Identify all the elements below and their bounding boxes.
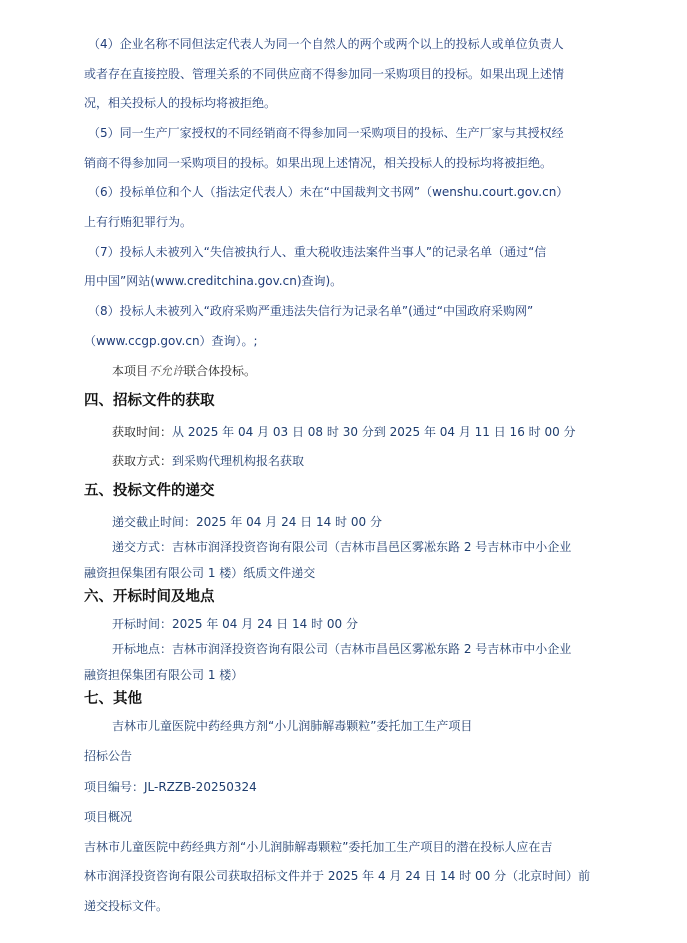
clause-5-line-2: 销商不得参加同一采购项目的投标。如果出现上述情况，相关投标人的投标均将被拒绝。 — [84, 156, 553, 170]
notice-title: 招标公告 — [84, 749, 133, 763]
clause-4-line-2: 或者存在直接控股、管理关系的不同供应商不得参加同一采购项目的投标。如果出现上述情 — [84, 67, 565, 81]
overview-title: 项目概况 — [84, 810, 133, 824]
section-6-heading: 六、开标时间及地点 — [84, 589, 215, 605]
clause-8-line-1: （8）投标人未被列入“政府采购严重违法失信行为记录名单”(通过“中国政府采购网” — [88, 304, 534, 318]
clause-4-line-3: 况，相关投标人的投标均将被拒绝。 — [84, 96, 277, 110]
submit-method-line-1: 递交方式：吉林市润泽投资咨询有限公司（吉林市昌邑区雾凇东路 2 号吉林市中小企业 — [112, 540, 572, 554]
submit-method-line-2: 融资担保集团有限公司 1 楼）纸质文件递交 — [84, 566, 316, 580]
clause-7-line-2: 用中国”网站(www.creditchina.gov.cn)查询)。 — [84, 274, 343, 288]
acquire-method-value: 到采购代理机构报名获取 — [172, 454, 305, 468]
clause-8-line-2: （www.ccgp.gov.cn）查询）。; — [84, 334, 258, 348]
submit-deadline: 递交截止时间：2025 年 04 月 24 日 14 时 00 分 — [112, 515, 382, 529]
section-5-heading: 五、投标文件的递交 — [84, 483, 215, 499]
project-number: 项目编号：JL-RZZB-20250324 — [84, 780, 257, 794]
acquire-method-line — [112, 453, 304, 469]
overview-body-line-3: 递交投标文件。 — [84, 899, 169, 913]
clause-4-line-1: （4）企业名称不同但法定代表人为同一个自然人的两个或两个以上的投标人或单位负责人 — [88, 37, 564, 51]
section-4-heading: 四、招标文件的获取 — [84, 393, 215, 409]
acquire-time-line — [112, 424, 576, 440]
consortium-prefix: 本项目 — [112, 364, 149, 378]
overview-body-line-1: 吉林市儿童医院中药经典方剂“小儿润肺解毒颗粒”委托加工生产项目的潜在投标人应在吉 — [84, 840, 553, 854]
clause-5-line-1: （5）同一生产厂家授权的不同经销商不得参加同一采购项目的投标、生产厂家与其授权经 — [88, 126, 564, 140]
opening-time: 开标时间：2025 年 04 月 24 日 14 时 00 分 — [112, 617, 358, 631]
section-7-heading: 七、其他 — [84, 691, 142, 707]
consortium-line — [112, 363, 256, 379]
consortium-suffix: 联合体投标。 — [184, 364, 257, 378]
consortium-value: 不允许 — [148, 364, 185, 378]
clause-6-line-2: 上有行贿犯罪行为。 — [84, 215, 193, 229]
acquire-time-value: 从 2025 年 04 月 03 日 08 时 30 分到 2025 年 04 月 11 日 16 时 00 分 — [172, 425, 576, 439]
overview-body-line-2: 林市润泽投资咨询有限公司获取招标文件并于 2025 年 4 月 24 日 14 时 00 分（北京时间）前 — [84, 869, 591, 883]
opening-place-line-1: 开标地点：吉林市润泽投资咨询有限公司（吉林市昌邑区雾凇东路 2 号吉林市中小企业 — [112, 642, 572, 656]
clause-7-line-1: （7）投标人未被列入“失信被执行人、重大税收违法案件当事人”的记录名单（通过“信 — [88, 245, 547, 259]
acquire-time-label: 获取时间： — [112, 425, 173, 439]
clause-6-line-1: （6）投标单位和个人（指法定代表人）未在“中国裁判文书网”（wenshu.court.gov.cn） — [88, 185, 569, 199]
project-title: 吉林市儿童医院中药经典方剂“小儿润肺解毒颗粒”委托加工生产项目 — [112, 719, 473, 733]
opening-place-line-2: 融资担保集团有限公司 1 楼） — [84, 668, 244, 682]
acquire-method-label: 获取方式： — [112, 454, 173, 468]
